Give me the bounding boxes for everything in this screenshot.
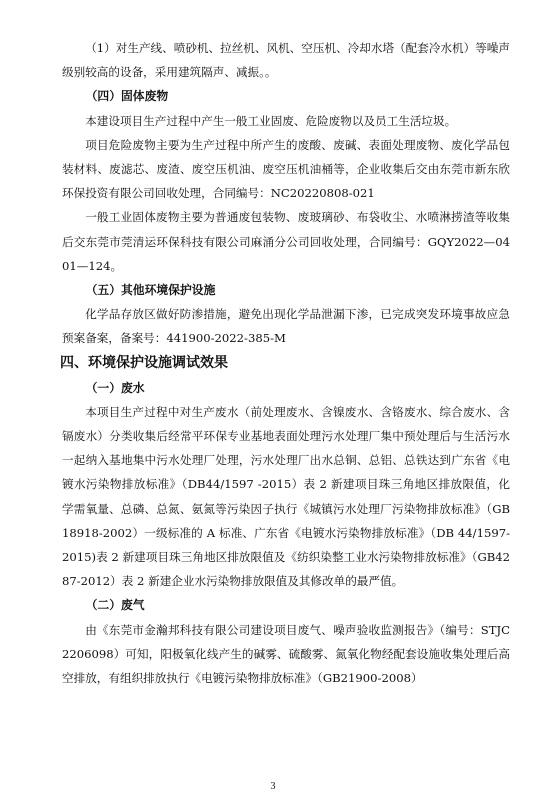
wastewater-heading: （一）废水 (85, 380, 145, 395)
section-4-heading: 四、环境保护设施调试效果 (60, 354, 228, 371)
solid-waste-paragraph-1: 本建设项目生产过程中产生一般工业固废、危险废物以及员工生活垃圾。 (85, 113, 457, 128)
noise-measure-paragraph: （1）对生产线、喷砂机、拉丝机、风机、空压机、冷却水塔（配套冷水机）等噪声级别较高的设备，采用建筑隔声、减振。。 (62, 41, 510, 80)
hazardous-waste-paragraph: 项目危险废物主要为生产过程中所产生的废酸、废碱、表面处理废物、废化学品包装材料、废滤芯、废渣、废空压机油、废空压机油桶等，企业收集后交由东莞市新东欣环保投资有限公司回收处理，合同编号：NC20220808-021 (62, 137, 510, 201)
page-number: 3 (270, 781, 276, 792)
other-facilities-heading: （五）其他环境保护设施 (85, 283, 216, 298)
wastewater-paragraph: 本项目生产过程中对生产废水（前处理废水、含镍废水、含铬废水、综合废水、含镉废水）分类收集后经常平环保专业基地表面处理污水处理厂集中预处理后与生活污水一起纳入基地集中污水处理厂处理，污水处理厂出水总铜、总铝、总铁达到广东省《电镀水污染物排放标准》（DB44/1597 -2015）表 2 新建项目珠三角地区排放限值，化学需氧量、总磷、总氮、氨氮等污染因子执行《城镇污水处理厂污染物排放标准》（GB 18918-2002）一级标准的 A 标准、广东省《电镀水污染物排放标准》（DB 44/1597-2015)表 2 新建项目珠三角地区排放限值及《纺织染整工业水污染物排放标准》（GB4287-2012）表 2 新建企业水污染物排放限值及其修改单的最严值。 (62, 404, 510, 589)
exhaust-heading: （二）废气 (85, 598, 145, 613)
exhaust-paragraph: 由《东莞市金瀚邦科技有限公司建设项目废气、噪声验收监测报告》（编号：STJC2206098）可知，阳极氧化线产生的碱雾、硫酸雾、氮氧化物经配套设施收集处理后高空排放，有组织排放执行《电镀污染物排放标准》（GB21900-2008） (62, 622, 510, 686)
page-body (62, 36, 510, 690)
other-facilities-paragraph: 化学品存放区做好防渗措施，避免出现化学品泄漏下渗，已完成突发环境事故应急预案备案，备案号：441900-2022-385-M (62, 307, 510, 346)
general-waste-paragraph: 一般工业固体废物主要为普通废包装物、废玻璃砂、布袋收尘、水喷淋捞渣等收集后交东莞市莞清运环保科技有限公司麻涌分公司回收处理，合同编号：GQY2022—0401—124。 (62, 210, 510, 273)
solid-waste-heading: （四）固体废物 (85, 89, 169, 104)
